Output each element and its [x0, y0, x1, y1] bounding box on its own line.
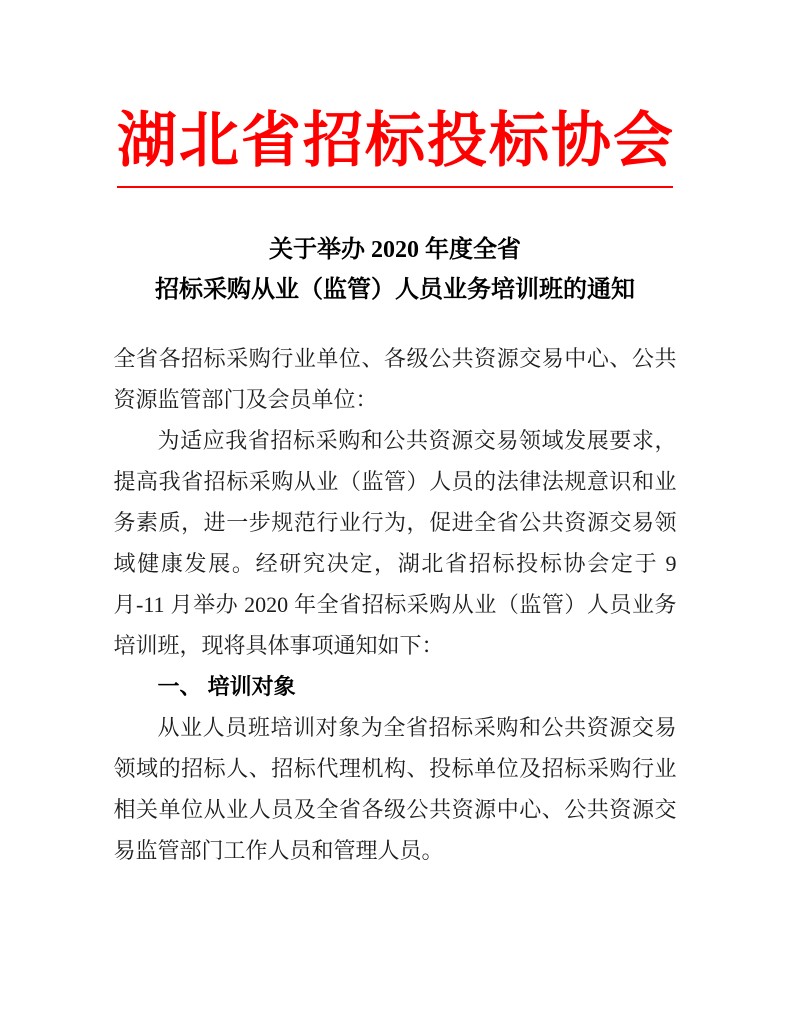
letterhead: [117, 0, 673, 188]
section-1-paragraph: 从业人员班培训对象为全省招标采购和公共资源交易领域的招标人、招标代理机构、投标单位及招标采购行业相关单位从业人员及全省各级公共资源中心、公共资源交易监管部门工作人员和管理人员。: [113, 715, 677, 863]
salutation-paragraph: 全省各招标采购行业单位、各级公共资源交易中心、公共资源监管部门及会员单位：: [113, 346, 677, 412]
document-body: [114, 338, 677, 871]
title-line-1: 关于举办 2020 年度全省: [269, 237, 521, 263]
letterhead-org-name: 湖北省招标投标协会: [117, 108, 675, 174]
letterhead-divider: [117, 186, 673, 188]
document-title: [85, 230, 705, 310]
section-1-heading: 一、 培训对象: [157, 674, 296, 699]
intro-paragraph: 为适应我省招标采购和公共资源交易领域发展要求，提高我省招标采购从业（监管）人员的法律法规意识和业务素质，进一步规范行业行为，促进全省公共资源交易领域健康发展。经研究决定，湖北省招标投标协会定于 9 月-11 月举办 2020 年全省招标采购从业（监管）人员业务培训班，现将具体事项通知如下：: [113, 428, 677, 658]
title-line-2: 招标采购从业（监管）人员业务培训班的通知: [155, 277, 635, 303]
